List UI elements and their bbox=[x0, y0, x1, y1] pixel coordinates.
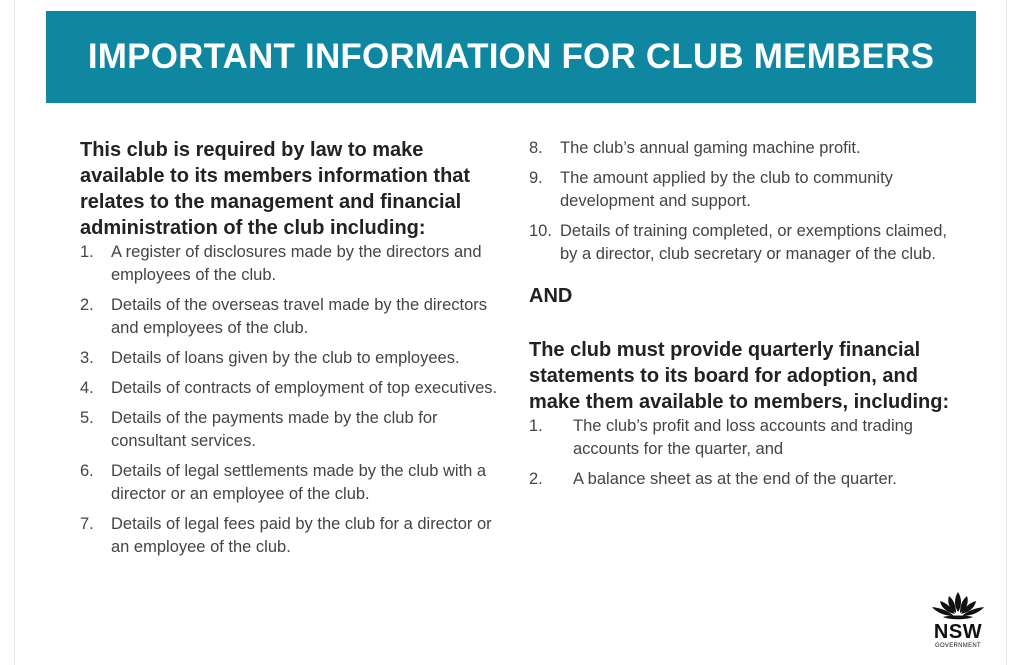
item-number: 9. bbox=[529, 169, 543, 187]
item-text: The club’s annual gaming machine profit. bbox=[560, 139, 861, 157]
list-item bbox=[80, 460, 510, 506]
item-text: Details of the overseas travel made by the directors and employees of the club. bbox=[111, 296, 488, 337]
page-edge-left bbox=[14, 0, 15, 665]
item-text: Details of contracts of employment of top executives. bbox=[111, 379, 498, 397]
disclosure-list bbox=[80, 241, 510, 559]
nsw-government-logo bbox=[922, 590, 994, 662]
item-number: 7. bbox=[80, 515, 94, 533]
item-number: 8. bbox=[529, 139, 543, 157]
list-item bbox=[80, 241, 510, 287]
item-text: The club’s profit and loss accounts and trading accounts for the quarter, and bbox=[573, 417, 913, 458]
list-item bbox=[80, 347, 510, 370]
title-banner bbox=[46, 11, 976, 103]
item-number: 4. bbox=[80, 379, 94, 397]
list-item bbox=[529, 220, 969, 266]
item-number: 1. bbox=[529, 417, 543, 435]
item-number: 2. bbox=[529, 470, 543, 488]
item-number: 2. bbox=[80, 296, 94, 314]
logo-subtitle: GOVERNMENT bbox=[934, 643, 981, 649]
item-number: 5. bbox=[80, 409, 94, 427]
item-text: Details of training completed, or exemptions claimed, by a director, club secretary or manager of the club. bbox=[560, 222, 948, 263]
waratah-icon bbox=[929, 590, 987, 622]
list-item bbox=[529, 415, 969, 461]
left-column bbox=[80, 137, 510, 566]
item-text: A register of disclosures made by the directors and employees of the club. bbox=[111, 243, 482, 284]
item-text: Details of loans given by the club to employees. bbox=[111, 349, 460, 367]
item-number: 1. bbox=[80, 243, 94, 261]
list-item bbox=[529, 468, 969, 491]
list-item bbox=[80, 513, 510, 559]
item-number: 3. bbox=[80, 349, 94, 367]
list-item bbox=[529, 167, 969, 213]
and-separator: AND bbox=[529, 285, 573, 307]
item-text: A balance sheet as at the end of the quarter. bbox=[573, 470, 897, 488]
item-text: Details of the payments made by the club for consultant services. bbox=[111, 409, 438, 450]
list-item bbox=[80, 294, 510, 340]
item-text: The amount applied by the club to community development and support. bbox=[560, 169, 893, 210]
item-text: Details of legal settlements made by the club with a director or an employee of the club. bbox=[111, 462, 487, 503]
page-edge-right bbox=[1006, 0, 1007, 665]
disclosure-list-continued bbox=[529, 137, 969, 266]
logo-wordmark: NSW bbox=[933, 621, 983, 643]
intro-heading: This club is required by law to make available to its members information that relates to the management and financial administration of the club including: bbox=[80, 139, 471, 239]
item-number: 6. bbox=[80, 462, 94, 480]
right-column bbox=[529, 137, 969, 498]
page-title: IMPORTANT INFORMATION FOR CLUB MEMBERS bbox=[87, 37, 935, 76]
item-number: 10. bbox=[529, 222, 552, 240]
list-item bbox=[529, 137, 969, 160]
quarterly-list bbox=[529, 415, 969, 491]
list-item bbox=[80, 377, 510, 400]
item-text: Details of legal fees paid by the club for a director or an employee of the club. bbox=[111, 515, 492, 556]
quarterly-heading: The club must provide quarterly financial statements to its board for adoption, and make them available to members, including: bbox=[529, 339, 950, 413]
list-item bbox=[80, 407, 510, 453]
